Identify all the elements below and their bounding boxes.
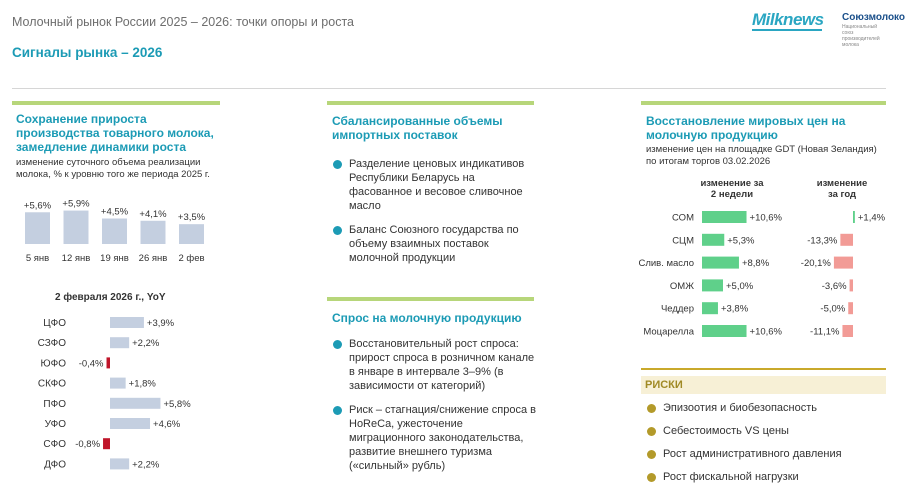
list-item: Риск – стагнация/снижение спроса в HoReCa, ужесточение миграционного законодательства, развитие внешнего туризма («сильный» рубль) [333, 403, 538, 473]
gdt-2w-bar [702, 325, 747, 337]
weekly-bar-label: +4,5% [100, 206, 129, 218]
gdt-product-label: ОМЖ [669, 280, 694, 292]
risks-list [647, 401, 882, 493]
district-bar [110, 458, 129, 469]
gdt-2w-value-label: +10,6% [749, 212, 783, 224]
gdt-2w-bar [702, 211, 747, 223]
weekly-category-label: 2 фев [178, 253, 205, 264]
district-value-label: +2,2% [132, 459, 160, 471]
weekly-category-label: 12 янв [61, 253, 91, 264]
district-bar [110, 398, 160, 409]
right-section-title: Восстановление мировых цен на молочную продукцию [646, 114, 846, 142]
district-bar [110, 418, 150, 429]
middle-section1-title: Сбалансированные объемы импортных поставок [332, 114, 503, 142]
list-item: Рост фискальной нагрузки [647, 470, 882, 484]
gdt-year-value-label: -3,6% [821, 280, 847, 292]
gdt-product-label: СЦМ [672, 235, 694, 247]
gdt-year-bar [850, 279, 853, 291]
gdt-2w-value-label: +8,8% [741, 258, 770, 270]
district-label: ПФО [43, 398, 66, 410]
district-value-label: +5,8% [163, 398, 191, 410]
bullet-dot-icon [333, 226, 342, 235]
district-bar [103, 438, 110, 449]
district-label: СФО [43, 439, 66, 451]
gdt-year-value-label: +1,4% [857, 212, 886, 224]
gdt-year-value-label: -11,1% [810, 326, 840, 338]
weekly-bar [141, 221, 166, 244]
gdt-product-label: СОМ [672, 212, 694, 224]
district-label: УФО [44, 419, 66, 430]
list-item: Разделение ценовых индикативов Республики Беларусь на фасованное и весовое сливочное масло [333, 157, 538, 213]
gdt-2w-bar [702, 234, 724, 246]
list-item: Восстановительный рост спроса: прирост спроса в розничном канале в январе в интервале 3–9% (в зависимости от категорий) [333, 337, 538, 393]
weekly-bar-label: +3,5% [177, 212, 206, 224]
list-item: Себестоимость VS цены [647, 424, 882, 438]
milknews-logo-underline [752, 29, 822, 31]
right-section-note: изменение цен на площадке GDT (Новая Зеландия) по итогам торгов 03.02.2026 [646, 144, 877, 167]
weekly-bar [25, 212, 50, 244]
middle-section2-accent [327, 297, 534, 301]
gdt-year-bar [853, 211, 855, 223]
list-item: Эпизоотия и биобезопасность [647, 401, 882, 415]
left-section-accent [12, 101, 220, 105]
district-label: СЗФО [37, 338, 66, 350]
district-value-label: +1,8% [128, 378, 156, 390]
middle-section1-list [333, 157, 538, 275]
district-bar [107, 357, 110, 368]
district-label: ЦФО [43, 318, 66, 329]
gdt-year-value-label: -20,1% [800, 258, 831, 270]
risks-title: РИСКИ [641, 376, 886, 394]
gdt-2w-value-label: +3,8% [720, 303, 749, 315]
gdt-2w-bar [702, 302, 718, 314]
district-bar [110, 378, 126, 389]
page-title: Молочный рынок России 2025 – 2026: точки опоры и роста [12, 15, 354, 29]
gdt-product-label: Моцарелла [643, 326, 694, 338]
weekly-bar [102, 219, 127, 245]
bullet-dot-icon [333, 160, 342, 169]
soyuzmoloko-logo-caption: Национальный союз производителей молока [842, 24, 880, 48]
district-chart-title: 2 февраля 2026 г., YoY [55, 292, 166, 303]
district-chart [14, 310, 224, 480]
gdt-year-value-label: -5,0% [820, 303, 846, 315]
right-section-accent [641, 101, 886, 105]
bullet-dot-icon [333, 406, 342, 415]
district-value-label: +4,6% [153, 419, 181, 430]
gdt-chart [620, 200, 886, 345]
gdt-year-bar [848, 302, 853, 314]
gdt-year-header: изменение за год [816, 178, 868, 200]
weekly-bar-label: +5,9% [62, 198, 90, 210]
district-label: СКФО [37, 378, 66, 390]
risks-accent [641, 368, 886, 370]
weekly-bar-label: +5,6% [23, 200, 52, 212]
district-value-label: -0,8% [75, 439, 101, 451]
bullet-dot-icon [333, 340, 342, 349]
middle-section2-list [333, 337, 538, 483]
gdt-2w-value-label: +10,6% [749, 326, 783, 338]
district-bar [110, 337, 129, 348]
district-value-label: +3,9% [146, 318, 175, 329]
district-label: ЮФО [40, 358, 66, 370]
gdt-2w-bar [702, 257, 739, 269]
gdt-year-bar [842, 325, 853, 337]
district-value-label: -0,4% [78, 358, 104, 370]
list-item: Рост административного давления [647, 447, 882, 461]
header-divider [12, 88, 886, 89]
district-label: ДФО [44, 459, 66, 471]
district-bar [110, 317, 144, 328]
weekly-bar-label: +4,1% [139, 208, 167, 220]
middle-section2-title: Спрос на молочную продукцию [332, 311, 522, 325]
gdt-2w-header: изменение за 2 недели [700, 178, 764, 200]
list-item: Баланс Союзного государства по объему взаимных поставок молочной продукции [333, 223, 538, 265]
gdt-year-value-label: -13,3% [807, 235, 838, 247]
weekly-bar [179, 224, 204, 244]
gdt-2w-value-label: +5,0% [726, 280, 754, 292]
left-section-title: Сохранение прироста производства товарного молока, замедление динамики роста [16, 112, 214, 154]
weekly-category-label: 5 янв [25, 253, 50, 264]
weekly-chart [14, 188, 224, 268]
middle-section1-accent [327, 101, 534, 105]
weekly-category-label: 26 янв [138, 253, 168, 264]
gdt-2w-value-label: +5,3% [727, 235, 755, 247]
risk-dot-icon [647, 427, 656, 436]
milknews-logo: Milknews [752, 10, 824, 29]
weekly-category-label: 19 янв [100, 253, 129, 264]
gdt-2w-bar [702, 279, 723, 291]
district-value-label: +2,2% [132, 338, 160, 350]
gdt-year-bar [834, 257, 853, 269]
weekly-bar [64, 211, 89, 244]
gdt-product-label: Слив. масло [638, 258, 694, 270]
soyuzmoloko-logo: Союзмолоко [842, 12, 905, 23]
risk-dot-icon [647, 450, 656, 459]
risk-dot-icon [647, 404, 656, 413]
page-subtitle: Сигналы рынка – 2026 [12, 45, 163, 60]
gdt-year-bar [840, 234, 853, 246]
left-section-note: изменение суточного объема реализации молока, % к уровню того же периода 2025 г. [16, 157, 210, 180]
risk-dot-icon [647, 473, 656, 482]
gdt-product-label: Чеддер [660, 303, 694, 315]
